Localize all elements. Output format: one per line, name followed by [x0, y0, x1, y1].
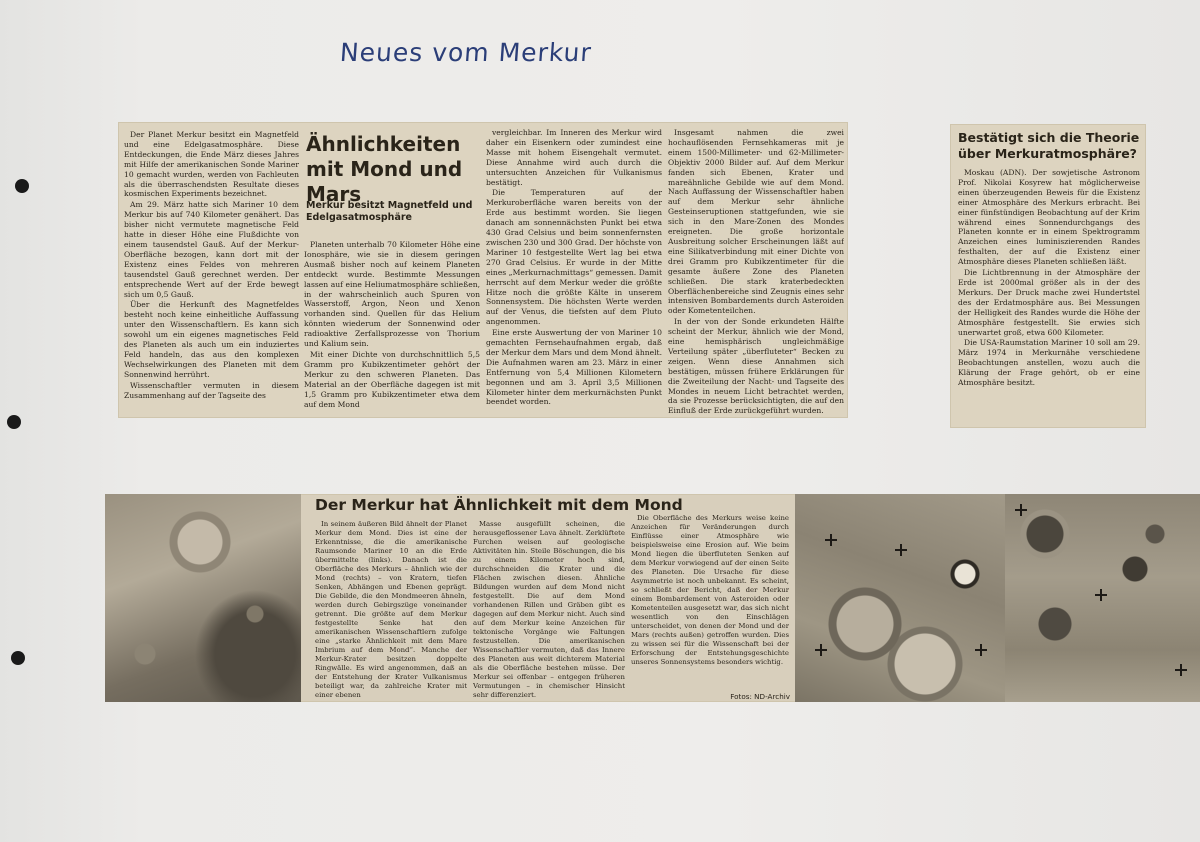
crosshair-mark: [825, 534, 837, 546]
clipping-merkuratmosphaere: [950, 124, 1146, 428]
handwritten-title: Neues vom Merkur: [338, 38, 593, 67]
paragraph: In der von der Sonde erkundeten Hälfte scheint der Merkur, ähnlich wie der Mond, eine hemisphärisch ungleichmäßige Verteilung später „überfluteter“ Becken zu zeigen. Wenn diese Annahmen sich bestätigen, müssen frühere Erklärungen für die Zweiteilung der Nacht- und Tagseite des Mondes in neuem Licht betrachtet werden, da sie Prozesse berücksichtigten, die auf den Einfluß der Erde zurückgeführt wurden.: [668, 317, 844, 416]
subheadline: Merkur besitzt Magnetfeld und Edelgasatmosphäre: [306, 200, 473, 223]
paragraph: Masse ausgefüllt scheinen, die herausgeflossener Lava ähnelt. Zerklüftete Furchen weisen auf geologische Aktivitäten hin. Steile Böschungen, die bis zu einem Kilometer hoch sind, durchschneiden die Krater und die Flächen zwischen diesen. Ähnliche Bildungen wurden auf dem Mond nicht festgestellt. Die auf dem Mond vorhandenen Rillen und Gräben gibt es dagegen auf dem Merkur nicht. Auch sind auf dem Merkur keine Anzeichen für tektonische Vorgänge wie Faltungen festzustellen. Die amerikanischen Wissenschaftler vermuten, daß das Innere des Planeten aus weit dichterem Material als die Oberfläche bestehen müsse. Der Merkur sei offenbar – entgegen früheren Vermutungen – in chemischer Hinsicht sehr differenziert.: [473, 520, 625, 699]
paragraph: Insgesamt nahmen die zwei hochauflösenden Fernsehkameras mit je einem 1500-Millimeter- und 62-Millimeter-Objektiv 2000 Bilder auf. Auf dem Merkur fanden sich Ebenen, Krater und mareähnliche Gebilde wie auf dem Mond. Nach Auffassung der Wissenschaftler haben auf dem Merkur sehr ähnliche Gesteinseruptionen stattgefunden, wie sie sich in den Mare-Zonen des Mondes ereigneten. Die große horizontale Ausbreitung solcher Erscheinungen läßt auf eine Silikatverbindung mit einer Dichte von drei Gramm pro Kubikzentimeter für die gesamte äußere Zone des Planeten schließen. Die stark kraterbedeckten Oberflächenbereiche sind Zeugnis eines sehr intensiven Bombardements durch Asteroiden oder Kometenteilchen.: [668, 128, 844, 316]
crosshair-mark: [1095, 589, 1107, 601]
article-column-2: [304, 240, 480, 416]
mars-surface-photo: [1005, 494, 1200, 702]
punch-hole: [7, 415, 21, 429]
headline: Ähnlichkeiten mit Mond und Mars: [306, 132, 463, 206]
article-column-3: [631, 514, 789, 690]
crosshair-mark: [815, 644, 827, 656]
crosshair-mark: [1015, 504, 1027, 516]
photo-credit: Fotos: ND-Archiv: [730, 692, 790, 701]
moon-surface-photo: [795, 494, 1005, 702]
headline: Der Merkur hat Ähnlichkeit mit dem Mond: [315, 496, 683, 514]
article-column-2: [473, 520, 625, 700]
article-column-1: [315, 520, 467, 700]
paragraph: Wissenschaftler vermuten in diesem Zusammenhang auf der Tagseite des: [124, 380, 299, 400]
punch-hole: [15, 179, 29, 193]
punch-hole: [11, 651, 25, 665]
article-column-1: [124, 130, 299, 415]
paragraph: Der Planet Merkur besitzt ein Magnetfeld und eine Edelgasatmosphäre. Diese Entdeckungen, die Ende März dieses Jahres mit Hilfe der amerikanischen Sonde Mariner 10 gemacht wurden, werden von Fachleuten als die überraschendsten Resultate dieses kosmischen Experiments bezeichnet.: [124, 130, 299, 199]
paragraph: Die Lichtbrennung in der Atmosphäre der Erde ist 2000mal größer als in der des Merkurs. Der Druck mache zwei Hundertstel des der Erdatmosphäre aus. Bei Messungen der Helligkeit des Randes wurde die Höhe der Atmosphäre festgestellt. Sie erwies sich unerwartet groß, etwa 600 Kilometer.: [958, 268, 1140, 337]
paragraph: Die USA-Raumstation Mariner 10 soll am 29. März 1974 in Merkurnähe verschiedene Beobachtungen anstellen, wozu auch die Klärung der Frage gehört, ob er eine Atmosphäre besitzt.: [958, 338, 1140, 388]
article-column-3: [486, 128, 662, 416]
paragraph: vergleichbar. Im Inneren des Merkur wird daher ein Eisenkern oder zumindest eine Masse mit hohem Eisengehalt vermutet. Diese Annahme wird auch durch die untersuchten Anzeichen für Vulkanismus bestätigt.: [486, 128, 662, 187]
crosshair-mark: [975, 644, 987, 656]
paragraph: Die Temperaturen auf der Merkuroberfläche waren bereits von der Erde aus bestimmt worden. Sie liegen danach am sonnennächsten Punkt bei etwa 430 Grad Celsius und beim sonnenfernsten zwischen 230 und 300 Grad. Der höchste von Mariner 10 festgestellte Wert lag bei etwa 270 Grad Celsius. Er wurde in der Mitte eines „Merkurnachmittags“ gemessen. Damit herrscht auf dem Merkur weder die größte Hitze noch die größte Kälte in unserem Sonnensystem. Die höchsten Werte werden auf der Venus, die tiefsten auf dem Pluto angenommen.: [486, 188, 662, 327]
paragraph: Eine erste Auswertung der von Mariner 10 gemachten Fernsehaufnahmen ergab, daß der Merkur dem Mars und dem Mond ähnelt. Die Aufnahmen waren am 23. März in einer Entfernung von 5,4 Millionen Kilometern begonnen und am 3. April 3,5 Millionen Kilometer hinter dem merkurnächsten Punkt beendet worden.: [486, 328, 662, 407]
article-column-4: [668, 128, 844, 416]
paragraph: Moskau (ADN). Der sowjetische Astronom Prof. Nikolai Kosyrew hat möglicherweise einen überzeugenden Beweis für die Existenz einer Atmosphäre des Merkurs erbracht. Bei einer fünfstündigen Beobachtung auf der Krim während eines Sonnendurchgangs des Planeten konnte er in einem Spektrogramm Anzeichen eines luminiszierenden Randes festhalten, der auf die Existenz einer Atmosphäre dieses Planeten schließen läßt.: [958, 168, 1140, 267]
paragraph: Über die Herkunft des Magnetfeldes besteht noch keine einheitliche Auffassung unter den Wissenschaftlern. Es kann sich sowohl um ein eigenes magnetisches Feld des Planeten als auch um ein induziertes Feld handeln, das aus den komplexen Wechselwirkungen des Planeten mit dem Sonnenwind herrührt.: [124, 300, 299, 379]
paragraph: In seinem äußeren Bild ähnelt der Planet Merkur dem Mond. Dies ist eine der Erkenntnisse, die die amerikanische Raumsonde Mariner 10 an die Erde übermittelte (links). Danach ist die Oberfläche des Merkurs – ähnlich wie der Mond (rechts) – von Kratern, tiefen Senken, Abhängen und Ebenen geprägt. Die Gebilde, die den Mondmeeren ähneln, werden durch Gebirgszüge voneinander getrennt. Die größte auf dem Merkur festgestellte Senke hat den amerikanischen Wissenschaftlern zufolge eine „starke Ähnlichkeit mit dem Mare Imbrium auf dem Mond“. Manche der Merkur-Krater besitzen doppelte Ringwälle. Es wird angenommen, daß an der Entstehung der Krater Vulkanismus beteiligt war, da zahlreiche Krater mit einer ebenen: [315, 520, 467, 699]
clipping-merkur-mond: [105, 494, 1200, 702]
article-body: [958, 168, 1140, 426]
paragraph: Die Oberfläche des Merkurs weise keine Anzeichen für Veränderungen durch Einflüsse einer Atmosphäre wie beispielsweise eine Erosion auf. Wie beim Mond liegen die überfluteten Senken auf dem Merkur vorwiegend auf der einen Seite des Planeten. Die Ursache für diese Asymmetrie ist noch unbekannt. Es scheint, so schließt der Bericht, daß der Merkur einem Bombardement von Asteroiden oder Kometenteilen ausgesetzt war, das sich nicht wesentlich von den Einschlägen unterscheidet, von denen der Mond und der Mars (rechts außen) getroffen wurden. Dies zu wissen sei für die Wissenschaft bei der Erforschung der Entstehungsgeschichte unseres Sonnensystems besonders wichtig.: [631, 514, 789, 666]
mercury-surface-photo: [105, 494, 301, 702]
crosshair-mark: [1175, 664, 1187, 676]
paragraph: Am 29. März hatte sich Mariner 10 dem Merkur bis auf 740 Kilometer genähert. Das bisher nicht vermutete magnetische Feld hatte in dieser Höhe eine Flußdichte von einem tausendstel Gauß. Auf der Merkur-Oberfläche bezogen, kann dort mit der Existenz eines Feldes von mehreren tausendstel Gauß gerechnet werden. Der entsprechende Wert auf der Erde bewegt sich um 0,5 Gauß.: [124, 200, 299, 299]
crosshair-mark: [895, 544, 907, 556]
paragraph: Planeten unterhalb 70 Kilometer Höhe eine Ionosphäre, wie sie in diesem geringen Ausmaß bisher noch auf keinem Planeten entdeckt wurde. Bestimmte Messungen lassen auf eine Heliumatmosphäre schließen, in der wahrscheinlich auch Spuren von Wasserstoff, Argon, Neon und Xenon vorhanden sind. Quellen für das Helium könnten wiederum der Sonnenwind oder radioaktive Zerfallsprozesse von Thorium und Kalium sein.: [304, 240, 480, 349]
headline: Bestätigt sich die Theorie über Merkuratmosphäre?: [958, 130, 1140, 161]
paragraph: Mit einer Dichte von durchschnittlich 5,5 Gramm pro Kubikzentimeter gehört der Merkur zu den schweren Planeten. Das Material an der Oberfläche dagegen ist mit 1,5 Gramm pro Kubikzentimeter etwa dem auf dem Mond: [304, 349, 480, 409]
clipping-mond-und-mars: [118, 122, 848, 418]
